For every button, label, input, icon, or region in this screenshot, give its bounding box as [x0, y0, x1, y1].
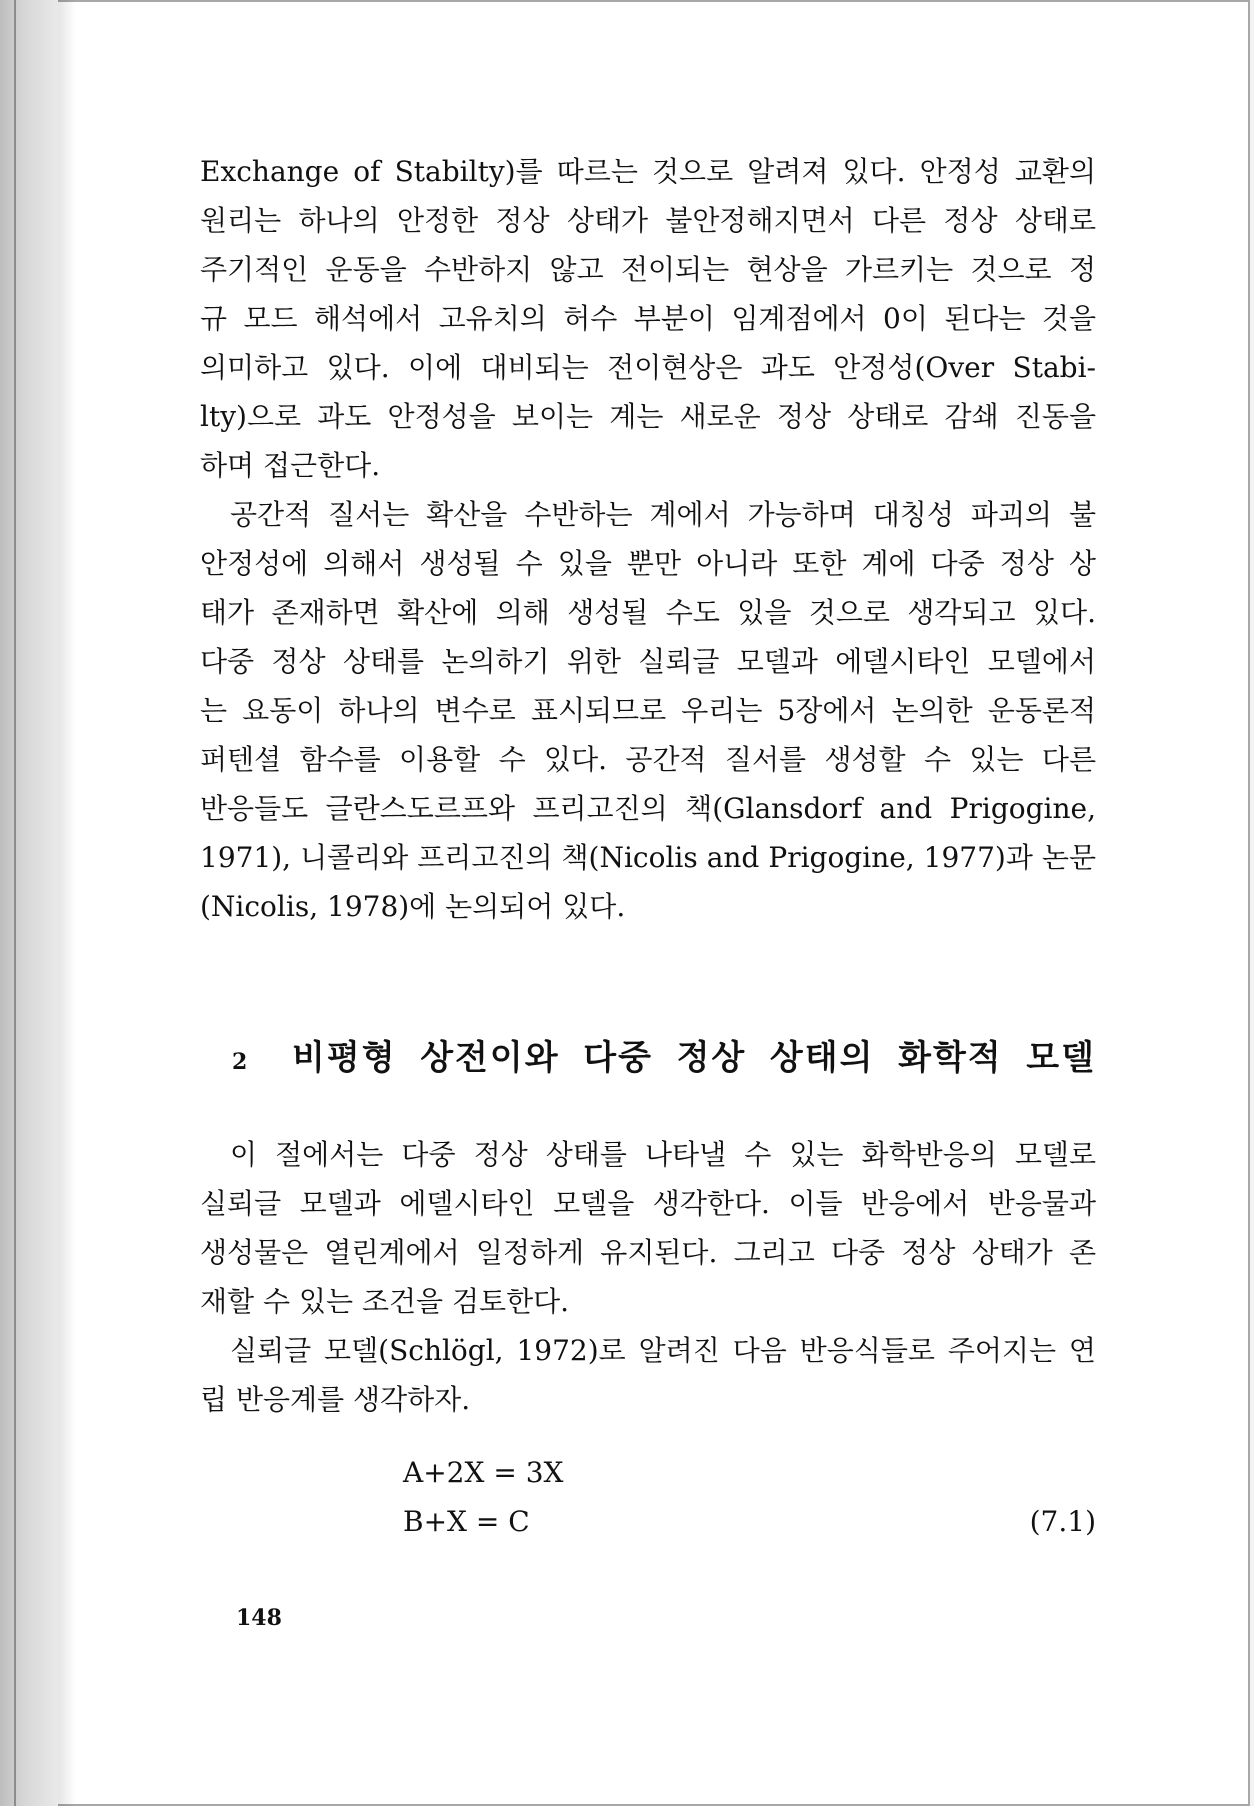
text-line: 안정성에 의해서 생성될 수 있을 뿐만 아니라 또한 계에 다중 정상 상: [200, 547, 1096, 580]
section-title: 비평형 상전이와 다중 정상 상태의 화학적 모델: [292, 1038, 1096, 1078]
text-line: 다중 정상 상태를 논의하기 위한 실뢰글 모델과 에델시타인 모델에서: [200, 645, 1096, 678]
text-line: 실뢰글 모델(Schlögl, 1972)로 알려진 다음 반응식들로 주어지는 연: [230, 1334, 1096, 1367]
text-line: 실뢰글 모델과 에델시타인 모델을 생각한다. 이들 반응에서 반응물과: [200, 1187, 1096, 1220]
equation-row: [403, 1448, 1096, 1497]
text-line: 립 반응계를 생각하자.: [200, 1383, 471, 1416]
text-line: 주기적인 운동을 수반하지 않고 전이되는 현상을 가르키는 것으로 정: [200, 253, 1096, 286]
section-heading: [232, 1030, 1096, 1079]
text-line: Exchange of Stabilty)를 따르는 것으로 알려져 있다. 안정성 교환의: [200, 155, 1096, 188]
text-line: 이 절에서는 다중 정상 상태를 나타낼 수 있는 화학반응의 모델로: [230, 1138, 1096, 1171]
paragraph-4: [200, 1326, 1096, 1424]
equation-row: [403, 1497, 1096, 1546]
text-line: 공간적 질서는 확산을 수반하는 계에서 가능하며 대칭성 파괴의 불: [230, 498, 1096, 531]
equation-label: (7.1): [1029, 1505, 1096, 1538]
text-line: 재할 수 있는 조건을 검토한다.: [200, 1285, 570, 1318]
text-line: 는 요동이 하나의 변수로 표시되므로 우리는 5장에서 논의한 운동론적: [200, 694, 1096, 727]
page-gutter-shadow: [58, 0, 76, 1806]
paragraph-2: [200, 490, 1096, 931]
spine-edge-line: [14, 0, 16, 1806]
text-line: 규 모드 해석에서 고유치의 허수 부분이 임계점에서 0이 된다는 것을: [200, 302, 1096, 335]
text-line: 1971), 니콜리와 프리고진의 책(Nicolis and Prigogine, 1977)과 논문: [200, 841, 1096, 874]
text-line: 의미하고 있다. 이에 대비되는 전이현상은 과도 안정성(Over Stabi-: [200, 351, 1096, 384]
equation-2: B+X = C: [403, 1505, 530, 1538]
equation-block: [403, 1448, 1096, 1546]
text-line: 반응들도 글란스도르프와 프리고진의 책(Glansdorf and Prigogine,: [200, 792, 1096, 825]
text-line: lty)으로 과도 안정성을 보이는 계는 새로운 정상 상태로 감쇄 진동을: [200, 400, 1096, 433]
text-line: 태가 존재하면 확산에 의해 생성될 수도 있을 것으로 생각되고 있다.: [200, 596, 1096, 629]
text-line: (Nicolis, 1978)에 논의되어 있다.: [200, 890, 626, 923]
book-spine: [0, 0, 59, 1806]
section-number: 2: [232, 1049, 248, 1075]
text-line: 하며 접근한다.: [200, 449, 381, 482]
text-line: 원리는 하나의 안정한 정상 상태가 불안정해지면서 다른 정상 상태로: [200, 204, 1096, 237]
text-line: 생성물은 열린계에서 일정하게 유지된다. 그리고 다중 정상 상태가 존: [200, 1236, 1096, 1269]
page-number: 148: [236, 1605, 282, 1631]
equation-1: A+2X = 3X: [403, 1456, 564, 1489]
text-line: 퍼텐셜 함수를 이용할 수 있다. 공간적 질서를 생성할 수 있는 다른: [200, 743, 1096, 776]
paragraph-1: [200, 147, 1096, 490]
paragraph-3: [200, 1130, 1096, 1326]
